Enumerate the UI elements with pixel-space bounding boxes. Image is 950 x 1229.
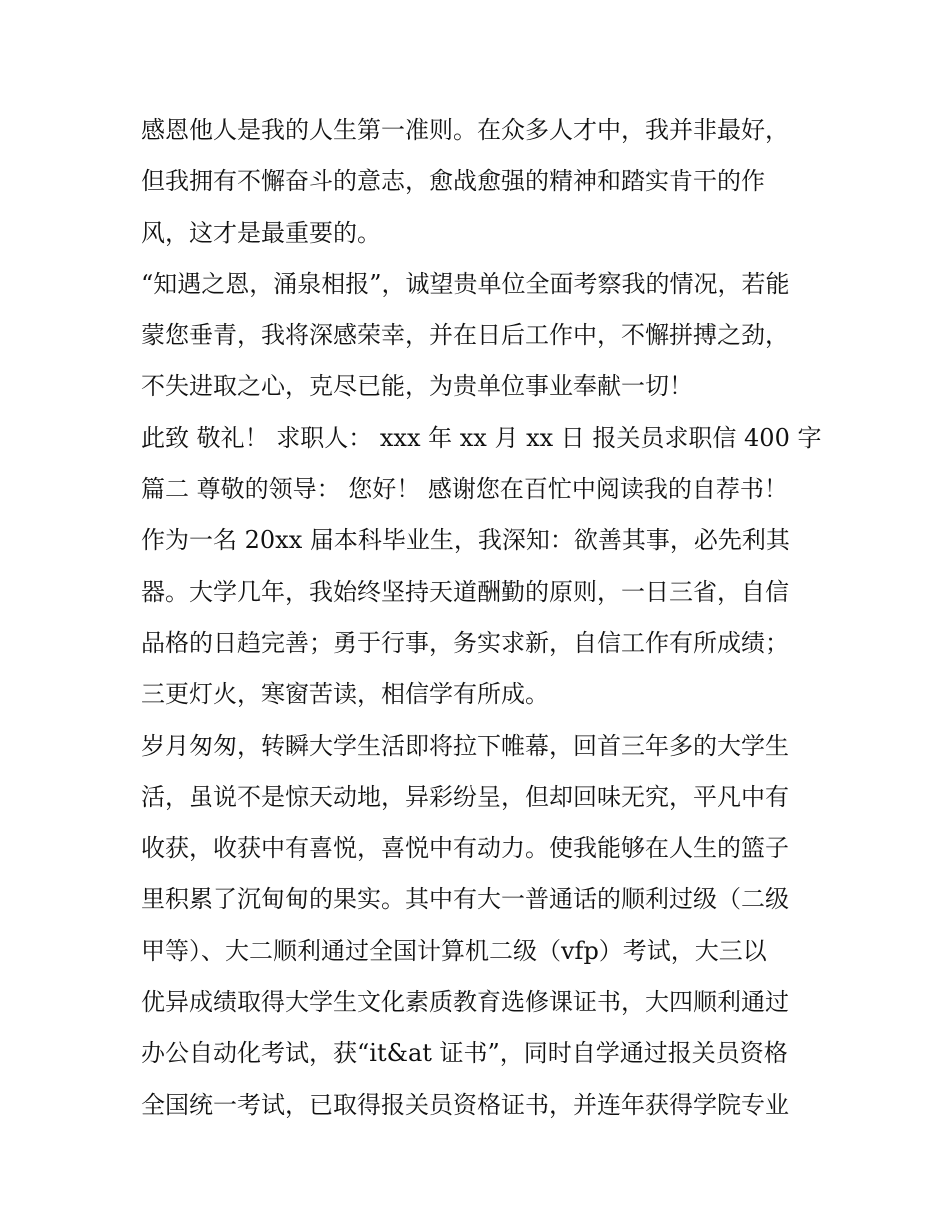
text-line: 三更灯火，寒窗苦读，相信学有所成。 xyxy=(141,680,549,709)
document-body xyxy=(141,105,821,1131)
text-line: 优异成绩取得大学生文化素质教育选修课证书，大四顺利通过 xyxy=(141,988,789,1017)
text-line: 此致 敬礼！ 求职人： xxx 年 xx 月 xx 日 报关员求职信 400 字 xyxy=(141,423,822,452)
text-line: 岁月匆匆，转瞬大学生活即将拉下帷幕，回首三年多的大学生 xyxy=(141,731,789,760)
text-line: 篇二 尊敬的领导： 您好！ 感谢您在百忙中阅读我的自荐书！ xyxy=(141,475,788,504)
text-line: 不失进取之心，克尽已能，为贵单位事业奉献一切！ xyxy=(141,372,693,401)
text-line: 办公自动化考试，获“it&at 证书”，同时自学通过报关员资格 xyxy=(141,1039,788,1068)
text-line: 全国统一考试，已取得报关员资格证书，并连年获得学院专业 xyxy=(141,1090,789,1119)
text-line: 作为一名 20xx 届本科毕业生，我深知：欲善其事，必先利其 xyxy=(141,526,790,555)
text-line: 活，虽说不是惊天动地，异彩纷呈，但却回味无究，平凡中有 xyxy=(141,782,789,811)
text-line: 甲等）、大二顺利通过全国计算机二级（vfp）考试，大三以 xyxy=(141,936,767,965)
text-line: 感恩他人是我的人生第一准则。在众多人才中，我并非最好， xyxy=(141,116,789,144)
text-line: 收获，收获中有喜悦，喜悦中有动力。使我能够在人生的篮子 xyxy=(141,834,789,863)
text-line: 但我拥有不懈奋斗的意志，愈战愈强的精神和踏实肯干的作 xyxy=(141,167,765,196)
text-line: 器。大学几年，我始终坚持天道酬勤的原则，一日三省，自信 xyxy=(141,577,789,606)
text-line: “知遇之恩，涌泉相报”，诚望贵单位全面考察我的情况，若能 xyxy=(141,269,790,298)
text-line: 风，这才是最重要的。 xyxy=(141,218,381,247)
text-line: 品格的日趋完善；勇于行事，务实求新，自信工作有所成绩； xyxy=(141,628,789,657)
text-line: 里积累了沉甸甸的果实。其中有大一普通话的顺利过级（二级 xyxy=(141,885,789,914)
text-line: 蒙您垂青，我将深感荣幸，并在日后工作中，不懈拼搏之劲， xyxy=(141,321,789,350)
